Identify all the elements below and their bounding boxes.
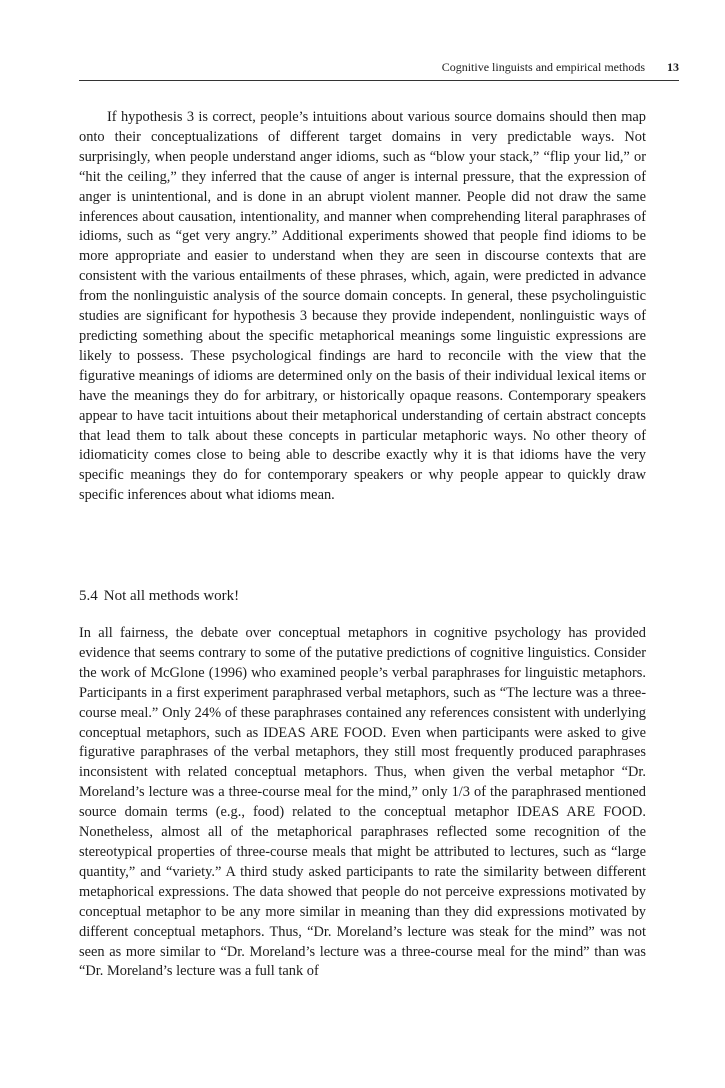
body-block-1 bbox=[79, 108, 646, 506]
paragraph: In all fairness, the debate over conceptual metaphors in cognitive psychology has provided evidence that seems contrary to some of the putative predictions of cognitive linguistics. Consider the work of McGlone (1996) who examined people’s verbal paraphrases for linguistic metaphors. Participants in a first experiment paraphrased verbal metaphors, such as “The lecture was a three-course meal.” Only 24% of these paraphrases contained any references consistent with underlying conceptual metaphors, such as IDEAS ARE FOOD. Even when participants were asked to give figurative paraphrases of the verbal metaphors, they still most frequently produced paraphrases inconsistent with related conceptual metaphors. Thus, when given the verbal metaphor “Dr. Moreland’s lecture was a three-course meal for the mind,” only 1/3 of the paraphrased mentioned source domain terms (e.g., food) related to the conceptual metaphor IDEAS ARE FOOD. Nonetheless, almost all of the metaphorical paraphrases reflected some recognition of the stereotypical properties of three-course meals that might be attributed to lectures, such as “large quantity,” and “variety.” A third study asked participants to rate the similarity between different metaphorical expressions. The data showed that people do not perceive expressions motivated by conceptual metaphor to be any more similar in meaning than they did expressions motivated by different conceptual metaphors. Thus, “Dr. Moreland’s lecture was steak for the mind” was not seen as more similar to “Dr. Moreland’s lecture was a three-course meal for the mind” than was “Dr. Moreland’s lecture was a full tank of bbox=[79, 625, 646, 980]
body-block-2 bbox=[79, 624, 646, 982]
section-number: 5.4 bbox=[79, 588, 98, 604]
running-head bbox=[79, 58, 679, 81]
page-number: 13 bbox=[667, 60, 679, 74]
section-title: Not all methods work! bbox=[103, 588, 240, 604]
running-title: Cognitive linguists and empirical methods bbox=[441, 60, 645, 74]
paragraph: If hypothesis 3 is correct, people’s intuitions about various source domains should then map onto their conceptualizations of different target domains in very predictable ways. Not surprisingly, when people understand anger idioms, such as “blow your stack,” “flip your lid,” or “hit the ceiling,” they inferred that the cause of anger is internal pressure, that the expression of anger is unintentional, and is done in an abrupt violent manner. People did not draw the same inferences about causation, intentionality, and manner when comprehending literal paraphrases of idioms, such as “get very angry.” Additional experiments showed that people find idioms to be more appropriate and easier to understand when they are seen in discourse contexts that are consistent with the various entailments of these phrases, which, again, were predicted in advance from the nonlinguistic analysis of the source domain concepts. In general, these psycholinguistic studies are significant for hypothesis 3 because they provide independent, nonlinguistic ways of predicting something about the specific metaphorical meanings some linguistic expressions are likely to possess. These psychological findings are hard to reconcile with the view that the figurative meanings of idioms are determined only on the basis of their individual lexical items or have the meanings they do for arbitrary, or historically opaque reasons. Contemporary speakers appear to have tacit intuitions about their metaphorical understanding of certain abstract concepts that lead them to talk about these concepts in particular metaphoric ways. No other theory of idiomaticity comes close to being able to describe exactly why it is that idioms have the very specific meanings they do for contemporary speakers or why people appear to quickly draw specific inferences about what idioms mean. bbox=[79, 109, 646, 504]
section-heading bbox=[79, 588, 239, 605]
